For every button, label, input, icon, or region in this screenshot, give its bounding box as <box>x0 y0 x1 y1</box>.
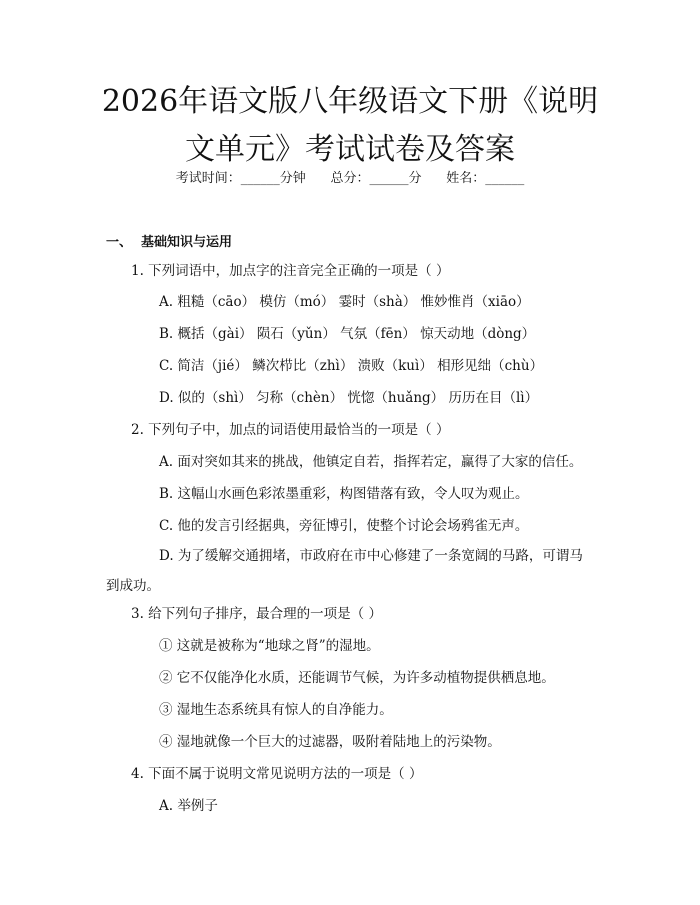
question-2-option-a: A. 面对突如其来的挑战，他镇定自若，指挥若定，赢得了大家的信任。 <box>159 454 583 470</box>
exam-info-line: 考试时间：______分钟 总分：______分 姓名：______ <box>175 171 525 186</box>
question-4-stem: 4. 下面不属于说明文常见说明方法的一项是（ ） <box>131 766 423 782</box>
question-4-option-a: A. 举例子 <box>159 798 218 814</box>
question-3-sentence-2: ② 它不仅能净化水质，还能调节气候，为许多动植物提供栖息地。 <box>159 670 555 686</box>
question-1-option-d: D. 似的（shì） 匀称（chèn） 恍惚（huǎng） 历历在目（lì） <box>159 390 539 406</box>
question-2-option-b: B. 这幅山水画色彩浓墨重彩，构图错落有致，令人叹为观止。 <box>159 486 529 502</box>
question-1-stem: 1. 下列词语中，加点字的注音完全正确的一项是（ ） <box>131 263 450 279</box>
question-1-option-a: A. 粗糙（cāo） 模仿（mó） 霎时（shà） 惟妙惟肖（xiāo） <box>159 294 530 310</box>
question-2-stem: 2. 下列句子中，加点的词语使用最恰当的一项是（ ） <box>131 422 450 438</box>
question-3-sentence-3: ③ 湿地生态系统具有惊人的自净能力。 <box>159 702 393 718</box>
question-3-sentence-4: ④ 湿地就像一个巨大的过滤器，吸附着陆地上的污染物。 <box>159 734 501 750</box>
section-heading: 一、 基础知识与运用 <box>106 235 233 250</box>
page-title: 2026年语文版八年级语文下册《说明文单元》考试试卷及答案 <box>101 84 599 167</box>
question-2-option-c: C. 他的发言引经据典，旁征博引，使整个讨论会场鸦雀无声。 <box>159 518 529 534</box>
question-3-stem: 3. 给下列句子排序，最合理的一项是（ ） <box>131 606 382 622</box>
question-3-sentence-1: ① 这就是被称为“地球之肾”的湿地。 <box>159 638 380 654</box>
question-2-option-d: D. 为了缓解交通拥堵，市政府在市中心修建了一条宽阔的马路，可谓马到成功。 <box>106 548 583 594</box>
question-1-option-c: C. 简洁（jié） 鳞次栉比（zhì） 溃败（kuì） 相形见绌（chù） <box>159 358 544 374</box>
question-1-option-b: B. 概括（gài） 陨石（yǔn） 气氛（fēn） 惊天动地（dòng） <box>159 326 536 342</box>
